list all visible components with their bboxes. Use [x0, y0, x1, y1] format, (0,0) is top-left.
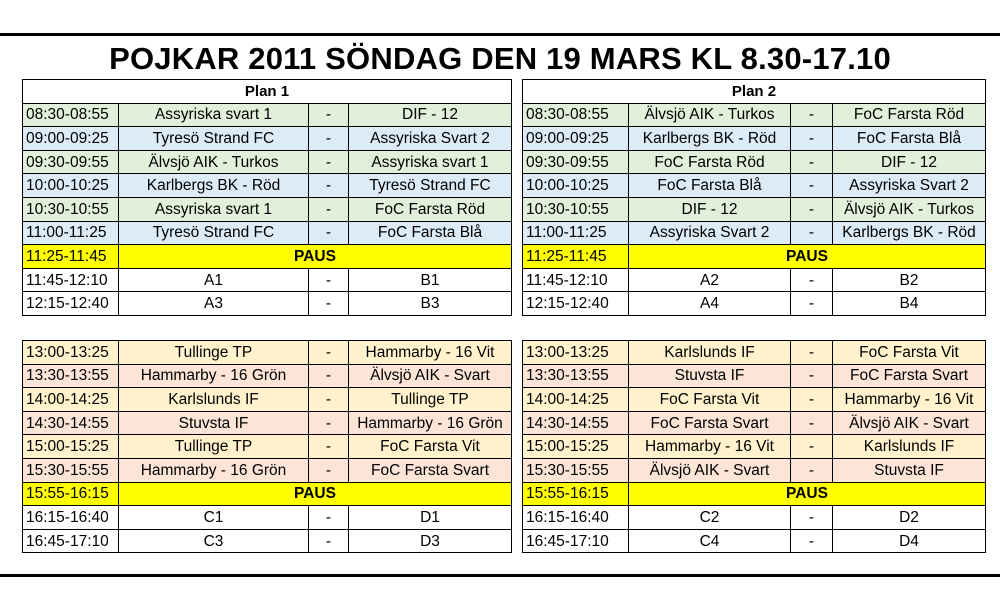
time-cell: 13:30-13:55	[523, 364, 629, 388]
match-row	[23, 435, 512, 459]
away-team-cell: Älvsjö AIK - Svart	[833, 411, 986, 435]
versus-separator: -	[309, 435, 349, 459]
home-team-cell: Karlbergs BK - Röd	[629, 127, 791, 151]
match-row	[523, 411, 986, 435]
page-title: POJKAR 2011 SÖNDAG DEN 19 MARS KL 8.30-17.10	[109, 41, 891, 76]
time-cell: 10:30-10:55	[23, 197, 119, 221]
time-cell: 15:55-16:15	[23, 482, 119, 506]
time-cell: 13:00-13:25	[23, 341, 119, 365]
away-team-cell: Hammarby - 16 Vit	[833, 388, 986, 412]
away-team-cell: Hammarby - 16 Vit	[349, 341, 512, 365]
match-row	[523, 221, 986, 245]
versus-separator: -	[791, 268, 833, 292]
away-team-cell: Älvsjö AIK - Svart	[349, 364, 512, 388]
plan2-header: Plan 2	[523, 80, 986, 104]
pause-label: PAUS	[629, 482, 986, 506]
away-team-cell: Tullinge TP	[349, 388, 512, 412]
versus-separator: -	[309, 529, 349, 553]
match-row	[23, 292, 512, 316]
pause-label: PAUS	[629, 245, 986, 269]
home-team-cell: Stuvsta IF	[629, 364, 791, 388]
match-row	[23, 150, 512, 174]
time-cell: 11:45-12:10	[523, 268, 629, 292]
match-row	[523, 341, 986, 365]
time-cell: 11:25-11:45	[523, 245, 629, 269]
pause-row	[23, 245, 512, 269]
away-team-cell: DIF - 12	[349, 103, 512, 127]
time-cell: 08:30-08:55	[523, 103, 629, 127]
away-team-cell: Assyriska Svart 2	[833, 174, 986, 198]
time-cell: 09:00-09:25	[523, 127, 629, 151]
versus-separator: -	[791, 364, 833, 388]
time-cell: 09:30-09:55	[523, 150, 629, 174]
time-cell: 15:55-16:15	[523, 482, 629, 506]
versus-separator: -	[791, 197, 833, 221]
home-team-cell: Assyriska svart 1	[119, 197, 309, 221]
match-row	[23, 174, 512, 198]
home-team-cell: Assyriska Svart 2	[629, 221, 791, 245]
home-team-cell: Älvsjö AIK - Svart	[629, 458, 791, 482]
versus-separator: -	[791, 292, 833, 316]
away-team-cell: B2	[833, 268, 986, 292]
plan1-header-row	[23, 80, 512, 104]
match-row	[523, 174, 986, 198]
time-cell: 14:00-14:25	[23, 388, 119, 412]
pause-row	[523, 245, 986, 269]
time-cell: 10:00-10:25	[523, 174, 629, 198]
versus-separator: -	[309, 150, 349, 174]
plan1-schedule-table	[22, 79, 512, 316]
time-cell: 13:30-13:55	[23, 364, 119, 388]
time-cell: 14:30-14:55	[23, 411, 119, 435]
match-row	[23, 221, 512, 245]
pause-row	[23, 482, 512, 506]
match-row	[23, 197, 512, 221]
match-row	[23, 411, 512, 435]
versus-separator: -	[309, 197, 349, 221]
away-team-cell: Hammarby - 16 Grön	[349, 411, 512, 435]
home-team-cell: Karlslunds IF	[119, 388, 309, 412]
away-team-cell: FoC Farsta Vit	[349, 435, 512, 459]
time-cell: 16:15-16:40	[23, 506, 119, 530]
afternoon-plan2-body	[523, 341, 986, 553]
away-team-cell: D2	[833, 506, 986, 530]
match-row	[523, 150, 986, 174]
versus-separator: -	[791, 529, 833, 553]
home-team-cell: Tyresö Strand FC	[119, 221, 309, 245]
home-team-cell: FoC Farsta Röd	[629, 150, 791, 174]
versus-separator: -	[791, 150, 833, 174]
versus-separator: -	[791, 221, 833, 245]
versus-separator: -	[309, 292, 349, 316]
match-row	[23, 529, 512, 553]
versus-separator: -	[791, 458, 833, 482]
away-team-cell: FoC Farsta Svart	[349, 458, 512, 482]
home-team-cell: Hammarby - 16 Grön	[119, 458, 309, 482]
match-row	[23, 268, 512, 292]
time-cell: 16:15-16:40	[523, 506, 629, 530]
afternoon-plan1-body	[23, 341, 512, 553]
afternoon-plan1-schedule-table	[22, 340, 512, 553]
match-row	[23, 127, 512, 151]
match-row	[523, 458, 986, 482]
away-team-cell: FoC Farsta Röd	[833, 103, 986, 127]
versus-separator: -	[791, 435, 833, 459]
home-team-cell: C3	[119, 529, 309, 553]
match-row	[523, 506, 986, 530]
versus-separator: -	[791, 127, 833, 151]
versus-separator: -	[309, 103, 349, 127]
match-row	[523, 103, 986, 127]
versus-separator: -	[791, 103, 833, 127]
home-team-cell: C1	[119, 506, 309, 530]
plan1-header: Plan 1	[23, 80, 512, 104]
away-team-cell: FoC Farsta Röd	[349, 197, 512, 221]
away-team-cell: Karlslunds IF	[833, 435, 986, 459]
away-team-cell: Assyriska Svart 2	[349, 127, 512, 151]
home-team-cell: Hammarby - 16 Vit	[629, 435, 791, 459]
home-team-cell: Hammarby - 16 Grön	[119, 364, 309, 388]
away-team-cell: FoC Farsta Vit	[833, 341, 986, 365]
match-row	[23, 458, 512, 482]
away-team-cell: B4	[833, 292, 986, 316]
versus-separator: -	[309, 364, 349, 388]
time-cell: 13:00-13:25	[523, 341, 629, 365]
home-team-cell: A3	[119, 292, 309, 316]
match-row	[523, 197, 986, 221]
home-team-cell: Tullinge TP	[119, 341, 309, 365]
versus-separator: -	[309, 458, 349, 482]
plan1-body	[23, 103, 512, 315]
versus-separator: -	[791, 388, 833, 412]
time-cell: 11:00-11:25	[23, 221, 119, 245]
home-team-cell: Karlbergs BK - Röd	[119, 174, 309, 198]
home-team-cell: Assyriska svart 1	[119, 103, 309, 127]
away-team-cell: Älvsjö AIK - Turkos	[833, 197, 986, 221]
versus-separator: -	[791, 411, 833, 435]
match-row	[523, 364, 986, 388]
time-cell: 15:00-15:25	[23, 435, 119, 459]
versus-separator: -	[791, 174, 833, 198]
match-row	[23, 506, 512, 530]
pause-label: PAUS	[119, 245, 512, 269]
away-team-cell: Karlbergs BK - Röd	[833, 221, 986, 245]
away-team-cell: D3	[349, 529, 512, 553]
time-cell: 10:30-10:55	[523, 197, 629, 221]
home-team-cell: C4	[629, 529, 791, 553]
time-cell: 11:45-12:10	[23, 268, 119, 292]
bottom-rule	[0, 574, 1000, 577]
home-team-cell: FoC Farsta Svart	[629, 411, 791, 435]
home-team-cell: A2	[629, 268, 791, 292]
away-team-cell: D1	[349, 506, 512, 530]
home-team-cell: Karlslunds IF	[629, 341, 791, 365]
versus-separator: -	[309, 506, 349, 530]
home-team-cell: FoC Farsta Blå	[629, 174, 791, 198]
home-team-cell: Tyresö Strand FC	[119, 127, 309, 151]
time-cell: 10:00-10:25	[23, 174, 119, 198]
time-cell: 12:15-12:40	[523, 292, 629, 316]
home-team-cell: FoC Farsta Vit	[629, 388, 791, 412]
home-team-cell: Älvsjö AIK - Turkos	[119, 150, 309, 174]
away-team-cell: Assyriska svart 1	[349, 150, 512, 174]
versus-separator: -	[309, 268, 349, 292]
match-row	[523, 268, 986, 292]
away-team-cell: DIF - 12	[833, 150, 986, 174]
versus-separator: -	[309, 127, 349, 151]
home-team-cell: Stuvsta IF	[119, 411, 309, 435]
home-team-cell: Tullinge TP	[119, 435, 309, 459]
away-team-cell: B1	[349, 268, 512, 292]
time-cell: 14:00-14:25	[523, 388, 629, 412]
pause-row	[523, 482, 986, 506]
time-cell: 15:30-15:55	[523, 458, 629, 482]
time-cell: 09:30-09:55	[23, 150, 119, 174]
home-team-cell: C2	[629, 506, 791, 530]
away-team-cell: Stuvsta IF	[833, 458, 986, 482]
time-cell: 11:25-11:45	[23, 245, 119, 269]
afternoon-plan2-schedule-table	[522, 340, 986, 553]
match-row	[523, 435, 986, 459]
versus-separator: -	[309, 411, 349, 435]
match-row	[523, 292, 986, 316]
match-row	[23, 364, 512, 388]
versus-separator: -	[309, 174, 349, 198]
time-cell: 09:00-09:25	[23, 127, 119, 151]
time-cell: 15:00-15:25	[523, 435, 629, 459]
home-team-cell: A1	[119, 268, 309, 292]
pause-label: PAUS	[119, 482, 512, 506]
away-team-cell: FoC Farsta Blå	[349, 221, 512, 245]
time-cell: 11:00-11:25	[523, 221, 629, 245]
match-row	[523, 388, 986, 412]
away-team-cell: D4	[833, 529, 986, 553]
time-cell: 16:45-17:10	[523, 529, 629, 553]
match-row	[523, 127, 986, 151]
plan2-header-row	[523, 80, 986, 104]
away-team-cell: FoC Farsta Svart	[833, 364, 986, 388]
away-team-cell: FoC Farsta Blå	[833, 127, 986, 151]
time-cell: 15:30-15:55	[23, 458, 119, 482]
home-team-cell: A4	[629, 292, 791, 316]
versus-separator: -	[309, 221, 349, 245]
versus-separator: -	[791, 341, 833, 365]
time-cell: 14:30-14:55	[523, 411, 629, 435]
home-team-cell: DIF - 12	[629, 197, 791, 221]
away-team-cell: Tyresö Strand FC	[349, 174, 512, 198]
top-rule	[0, 33, 1000, 36]
match-row	[23, 388, 512, 412]
match-row	[523, 529, 986, 553]
plan2-body	[523, 103, 986, 315]
match-row	[23, 103, 512, 127]
time-cell: 12:15-12:40	[23, 292, 119, 316]
versus-separator: -	[309, 341, 349, 365]
match-row	[23, 341, 512, 365]
away-team-cell: B3	[349, 292, 512, 316]
plan2-schedule-table	[522, 79, 986, 316]
home-team-cell: Älvsjö AIK - Turkos	[629, 103, 791, 127]
versus-separator: -	[309, 388, 349, 412]
time-cell: 08:30-08:55	[23, 103, 119, 127]
versus-separator: -	[791, 506, 833, 530]
time-cell: 16:45-17:10	[23, 529, 119, 553]
